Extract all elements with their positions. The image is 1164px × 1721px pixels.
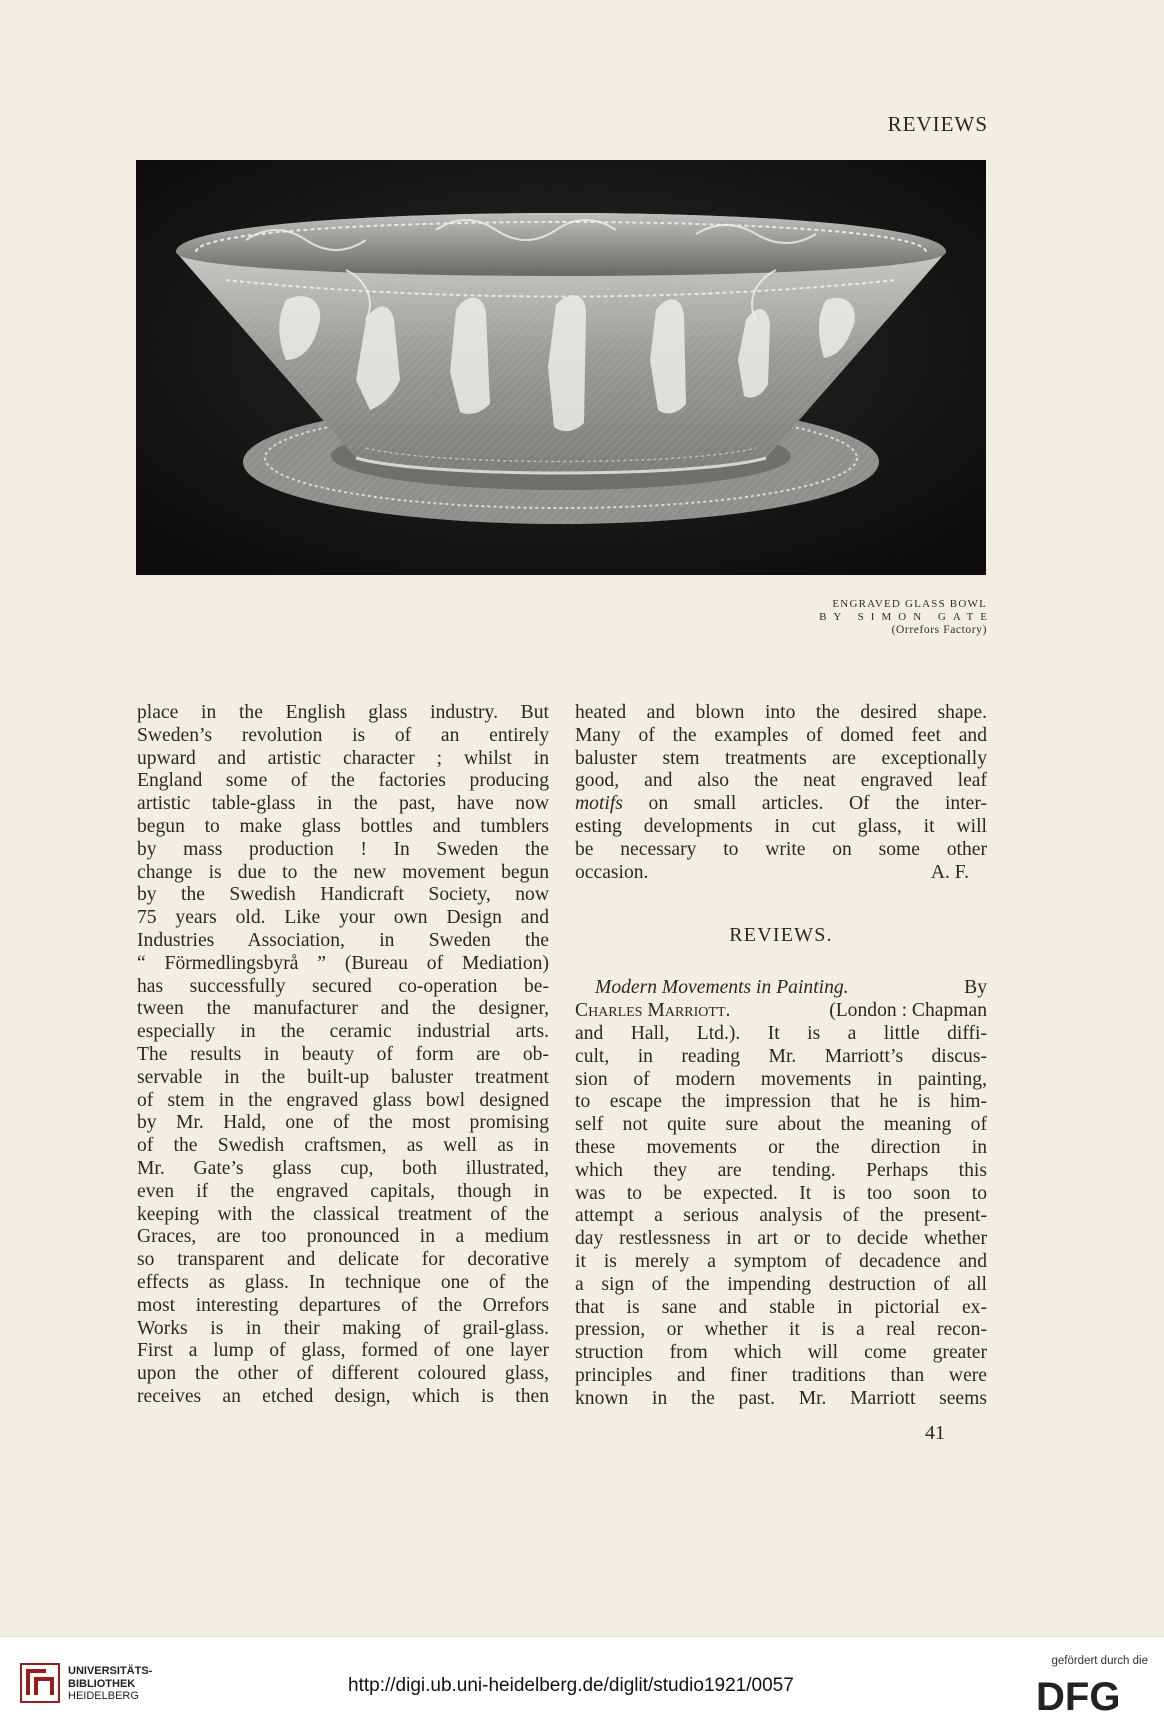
text-line <box>575 793 987 816</box>
caption-byline: BY SIMON GATE <box>819 611 994 623</box>
text-line: most interesting departures of the Orrefors <box>137 1294 549 1316</box>
text-line: Sweden’s revolution is of an entirely <box>137 724 549 746</box>
text-line: especially in the ceramic industrial arts. <box>137 1021 549 1043</box>
book-by: By <box>964 977 987 999</box>
text-line: known in the past. Mr. Marriott seems <box>575 1387 987 1409</box>
caption-title: ENGRAVED GLASS BOWL <box>832 598 987 610</box>
text-line: Industries Association, in Sweden the <box>137 929 549 951</box>
text-line: esting developments in cut glass, it will <box>575 815 987 837</box>
page-number: 41 <box>925 1422 945 1444</box>
text-line: that is sane and stable in pictorial ex- <box>575 1296 987 1318</box>
text-line: which they are tending. Perhaps this <box>575 1159 987 1181</box>
book-author: Charles Marriott. <box>575 1000 731 1022</box>
text-line: receives an etched design, which is then <box>137 1385 549 1407</box>
closing-line <box>575 862 987 885</box>
text-line: attempt a serious analysis of the present- <box>575 1205 987 1227</box>
library-name-line: UNIVERSITÄTS- <box>68 1665 153 1677</box>
text-line: cult, in reading Mr. Marriott’s discus- <box>575 1045 987 1067</box>
text-line: self not quite sure about the meaning of <box>575 1114 987 1136</box>
text-line: upward and artistic character ; whilst in <box>137 747 549 769</box>
book-title: Modern Movements in Painting. <box>595 977 849 999</box>
text-line: First a lump of glass, formed of one layer <box>137 1340 549 1362</box>
text-line: sion of modern movements in painting, <box>575 1068 987 1090</box>
text-line: so transparent and delicate for decorative <box>137 1249 549 1271</box>
caption-source: (Orrefors Factory) <box>891 624 987 636</box>
text-line: Many of the examples of domed feet and <box>575 724 987 746</box>
text-line: tween the manufacturer and the designer, <box>137 998 549 1020</box>
text-line: upon the other of different coloured glass, <box>137 1363 549 1385</box>
text-line: servable in the built-up baluster treatment <box>137 1066 549 1088</box>
text-line: The results in beauty of form are ob- <box>137 1043 549 1065</box>
text-line: Mr. Gate’s glass cup, both illustrated, <box>137 1157 549 1179</box>
text-line: Graces, are too pronounced in a medium <box>137 1226 549 1248</box>
library-name <box>68 1665 152 1703</box>
text-line: was to be expected. It is too soon to <box>575 1182 987 1204</box>
author-line <box>575 1000 987 1023</box>
text-line: heated and blown into the desired shape. <box>575 702 987 723</box>
library-name-line: BIBLIOTHEK <box>68 1677 136 1690</box>
text-line: place in the English glass industry. But <box>137 702 549 723</box>
text-line: England some of the factories producing <box>137 770 549 792</box>
text-line: Works is in their making of grail-glass. <box>137 1317 549 1339</box>
text-line: artistic table-glass in the past, have now <box>137 793 549 815</box>
text-line: and Hall, Ltd.). It is a little diffi- <box>575 1022 987 1044</box>
signature-initials: A. F. <box>930 861 969 883</box>
dfg-logo-text: DFG <box>1036 1677 1121 1713</box>
text-line: it is merely a symptom of decadence and <box>575 1250 987 1272</box>
text-line: a sign of the impending destruction of all <box>575 1273 987 1295</box>
bowl-photograph <box>136 160 986 575</box>
text-line: keeping with the classical treatment of the <box>137 1203 549 1225</box>
text-line: of stem in the engraved glass bowl designed <box>137 1089 549 1111</box>
motifs-rest: on small articles. Of the inter- <box>622 793 987 815</box>
text-line: by Mr. Hald, one of the most promising <box>137 1112 549 1134</box>
text-line: 75 years old. Like your own Design and <box>137 907 549 929</box>
text-line: has successfully secured co-operation be- <box>137 975 549 997</box>
section-heading: REVIEWS. <box>729 924 833 947</box>
running-head: REVIEWS <box>887 112 988 136</box>
text-line: effects as glass. In technique one of the <box>137 1271 549 1293</box>
university-library-logo-icon <box>20 1663 60 1703</box>
text-line: good, and also the neat engraved leaf <box>575 770 987 792</box>
text-line: struction from which will come greater <box>575 1342 987 1364</box>
text-line: principles and finer traditions than were <box>575 1364 987 1386</box>
text-line: by the Swedish Handicraft Society, now <box>137 884 549 906</box>
text-line: of the Swedish craftsmen, as well as in <box>137 1135 549 1157</box>
left-column <box>137 702 549 1409</box>
digitization-footer <box>0 1636 1164 1721</box>
text-line: by mass production ! In Sweden the <box>137 838 549 860</box>
text-line: to escape the impression that he is him- <box>575 1091 987 1113</box>
text-line: begun to make glass bottles and tumblers <box>137 815 549 837</box>
text-line: be necessary to write on some other <box>575 838 987 860</box>
library-name-line: HEIDELBERG <box>68 1690 139 1702</box>
text-line: even if the engraved capitals, though in <box>137 1180 549 1202</box>
permalink[interactable]: http://digi.ub.uni-heidelberg.de/diglit/studio1921/0057 <box>348 1675 794 1696</box>
text-line: these movements or the direction in <box>575 1136 987 1158</box>
plate-caption <box>819 598 994 637</box>
dfg-logo-icon <box>1034 1677 1146 1713</box>
book-title-line <box>575 977 987 1000</box>
publisher-open: (London : Chapman <box>829 1000 987 1022</box>
text-line: change is due to the new movement begun <box>137 861 549 883</box>
right-column <box>575 702 987 1411</box>
closing-word: occasion. <box>575 861 649 883</box>
text-line: “ Förmedlingsbyrå ” (Bureau of Mediation) <box>137 952 549 974</box>
motifs-italic: motifs <box>575 793 623 815</box>
text-line: baluster stem treatments are exceptionally <box>575 747 987 769</box>
funding-label: gefördert durch die <box>1051 1655 1148 1667</box>
text-line: pression, or whether it is a real recon- <box>575 1319 987 1341</box>
text-line: day restlessness in art or to decide whether <box>575 1228 987 1250</box>
engraved-glass-bowl-image <box>136 160 986 575</box>
